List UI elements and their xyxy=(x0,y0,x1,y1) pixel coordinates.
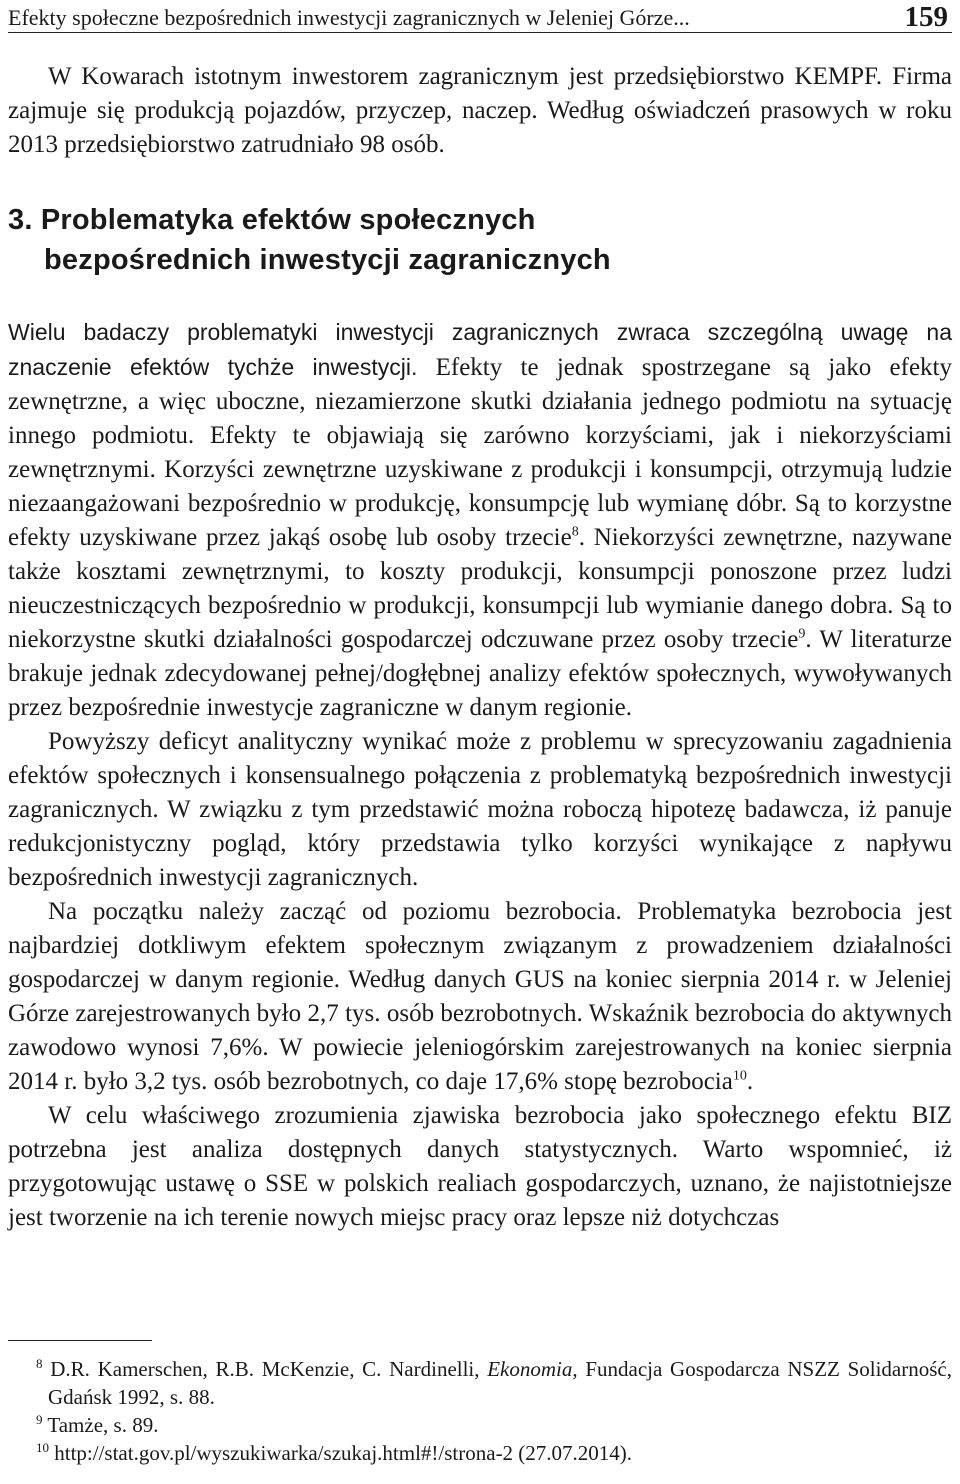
section-heading xyxy=(8,200,952,280)
footnote-8 xyxy=(8,1355,952,1411)
footnote-book-title: Ekonomia xyxy=(487,1357,573,1381)
paragraph-4: W celu właściwego zrozumienia zjawiska bezrobocia jako społecznego efektu BIZ potrzebna jest analiza dostępnych danych statystycznych. Warto wspomnieć, iż przygotowując ustawę o SSE w polskich realiach gospodarczych, uznano, że najistotniejsze jest tworzenie na ich terenie nowych miejsc pracy oraz lepsze niż dotychczas xyxy=(8,1102,952,1231)
paragraph-1-body-a: Efekty te jednak spostrzegane są jako efekty zewnętrzne, a więc uboczne, niezamierzone skutki działania jednego podmiotu na sytuację innego podmiotu. Efekty te objawiają się zarówno korzyściami, jak i niekorzyściami zewnętrznymi. Korzyści zewnętrzne uzyskiwane z produkcji i konsumpcji, otrzymują ludzie niezaangażowani bezpośrednio w produkcję, konsumpcję lub wymianę dóbr. Są to korzystne efekty uzyskiwane przez jakąś osobę lub osoby trzecie xyxy=(8,354,952,551)
paragraph-1-body-b: . Niekorzyści zewnętrzne, nazywane także kosztami zewnętrznymi, to koszty produkcji, konsumpcji ponoszone przez ludzi nieuczestniczących bezpośrednio w produkcji, konsumpcji lub wymianie danego dobra. Są to niekorzystne skutki działalności gospodarczej odczuwane przez osoby trzecie xyxy=(8,524,952,653)
footnote-number: 10 xyxy=(36,1440,49,1455)
footnote-9 xyxy=(8,1411,952,1439)
section-heading-line-2: bezpośrednich inwestycji zagranicznych xyxy=(44,244,611,276)
footnote-ref-9: 9 xyxy=(798,626,806,642)
paragraph-3-end: . xyxy=(746,1068,754,1095)
footnote-text: D.R. Kamerschen, R.B. McKenzie, C. Nardinelli, xyxy=(50,1357,488,1381)
footnote-number: 9 xyxy=(36,1412,43,1427)
footnote-separator xyxy=(8,1340,152,1341)
page-body xyxy=(8,60,952,1235)
footnote-number: 8 xyxy=(36,1356,43,1371)
paragraph-2: Powyższy deficyt analityczny wynikać może z problemu w sprecyzowaniu zagadnienia efektów społecznych i konsensualnego połączenia z problematyką bezpośrednich inwestycji zagranicznych. W związku z tym przedstawić można roboczą hipotezę badawcza, iż panuje redukcjonistyczny pogląd, który przedstawia tylko korzyści wynikające z napływu bezpośrednich inwestycji zagranicznych. xyxy=(8,728,952,891)
paragraph-3 xyxy=(8,895,952,1099)
footnote-link[interactable]: http://stat.gov.pl/wyszukiwarka/szukaj.html#!/strona-2 (27.07.2014). xyxy=(54,1441,633,1465)
footnotes xyxy=(8,1340,952,1467)
footnote-10 xyxy=(8,1439,952,1467)
footnote-ref-10: 10 xyxy=(732,1068,747,1084)
paragraph-1 xyxy=(8,315,952,725)
running-header xyxy=(8,2,952,33)
footnote-ref-8: 8 xyxy=(571,524,579,540)
page-number: 159 xyxy=(904,1,948,33)
footnote-text: Tamże, s. 89. xyxy=(47,1413,159,1437)
paragraph-3-body: Na początku należy zacząć od poziomu bezrobocia. Problematyka bezrobocia jest najbardziej dotkliwym efektem społecznym związanym z prowadzeniem działalności gospodarczej w danym regionie. Według danych GUS na koniec sierpnia 2014 r. w Jeleniej Górze zarejestrowanych było 2,7 tys. osób bezrobotnych. Wskaźnik bezrobocia do aktywnych zawodowo wynosi 7,6%. W powiecie jeleniogórskim zarejestrowanych na koniec sierpnia 2014 r. było 3,2 tys. osób bezrobotnych, co daje 17,6% stopę bezrobocia xyxy=(8,898,952,1095)
paragraph-1-body-c: . W literaturze brakuje jednak zdecydowanej pełnej/dogłębnej analizy efektów społecznych, wywoływanych przez bezpośrednie inwestycje zagraniczne w danym regionie. xyxy=(8,626,952,721)
footnote-text: , Fundacja Gospodarcza NSZZ Solidarność, Gdańsk 1992, s. 88. xyxy=(48,1357,952,1409)
intro-paragraph: W Kowarach istotnym inwestorem zagranicznym jest przedsiębiorstwo KEMPF. Firma zajmuje się produkcją pojazdów, przyczep, naczep. Według oświadczeń prasowych w roku 2013 przedsiębiorstwo zatrudniało 98 osób. xyxy=(8,63,952,158)
paragraph-1-lead: Wielu badaczy problematyki inwestycji zagranicznych zwraca szczególną uwagę na znaczenie efektów tychże inwestycji. xyxy=(8,319,952,380)
section-heading-line-1: 3. Problematyka efektów społecznych xyxy=(8,204,536,236)
running-title: Efekty społeczne bezpośrednich inwestycji zagranicznych w Jeleniej Górze... xyxy=(8,5,690,30)
